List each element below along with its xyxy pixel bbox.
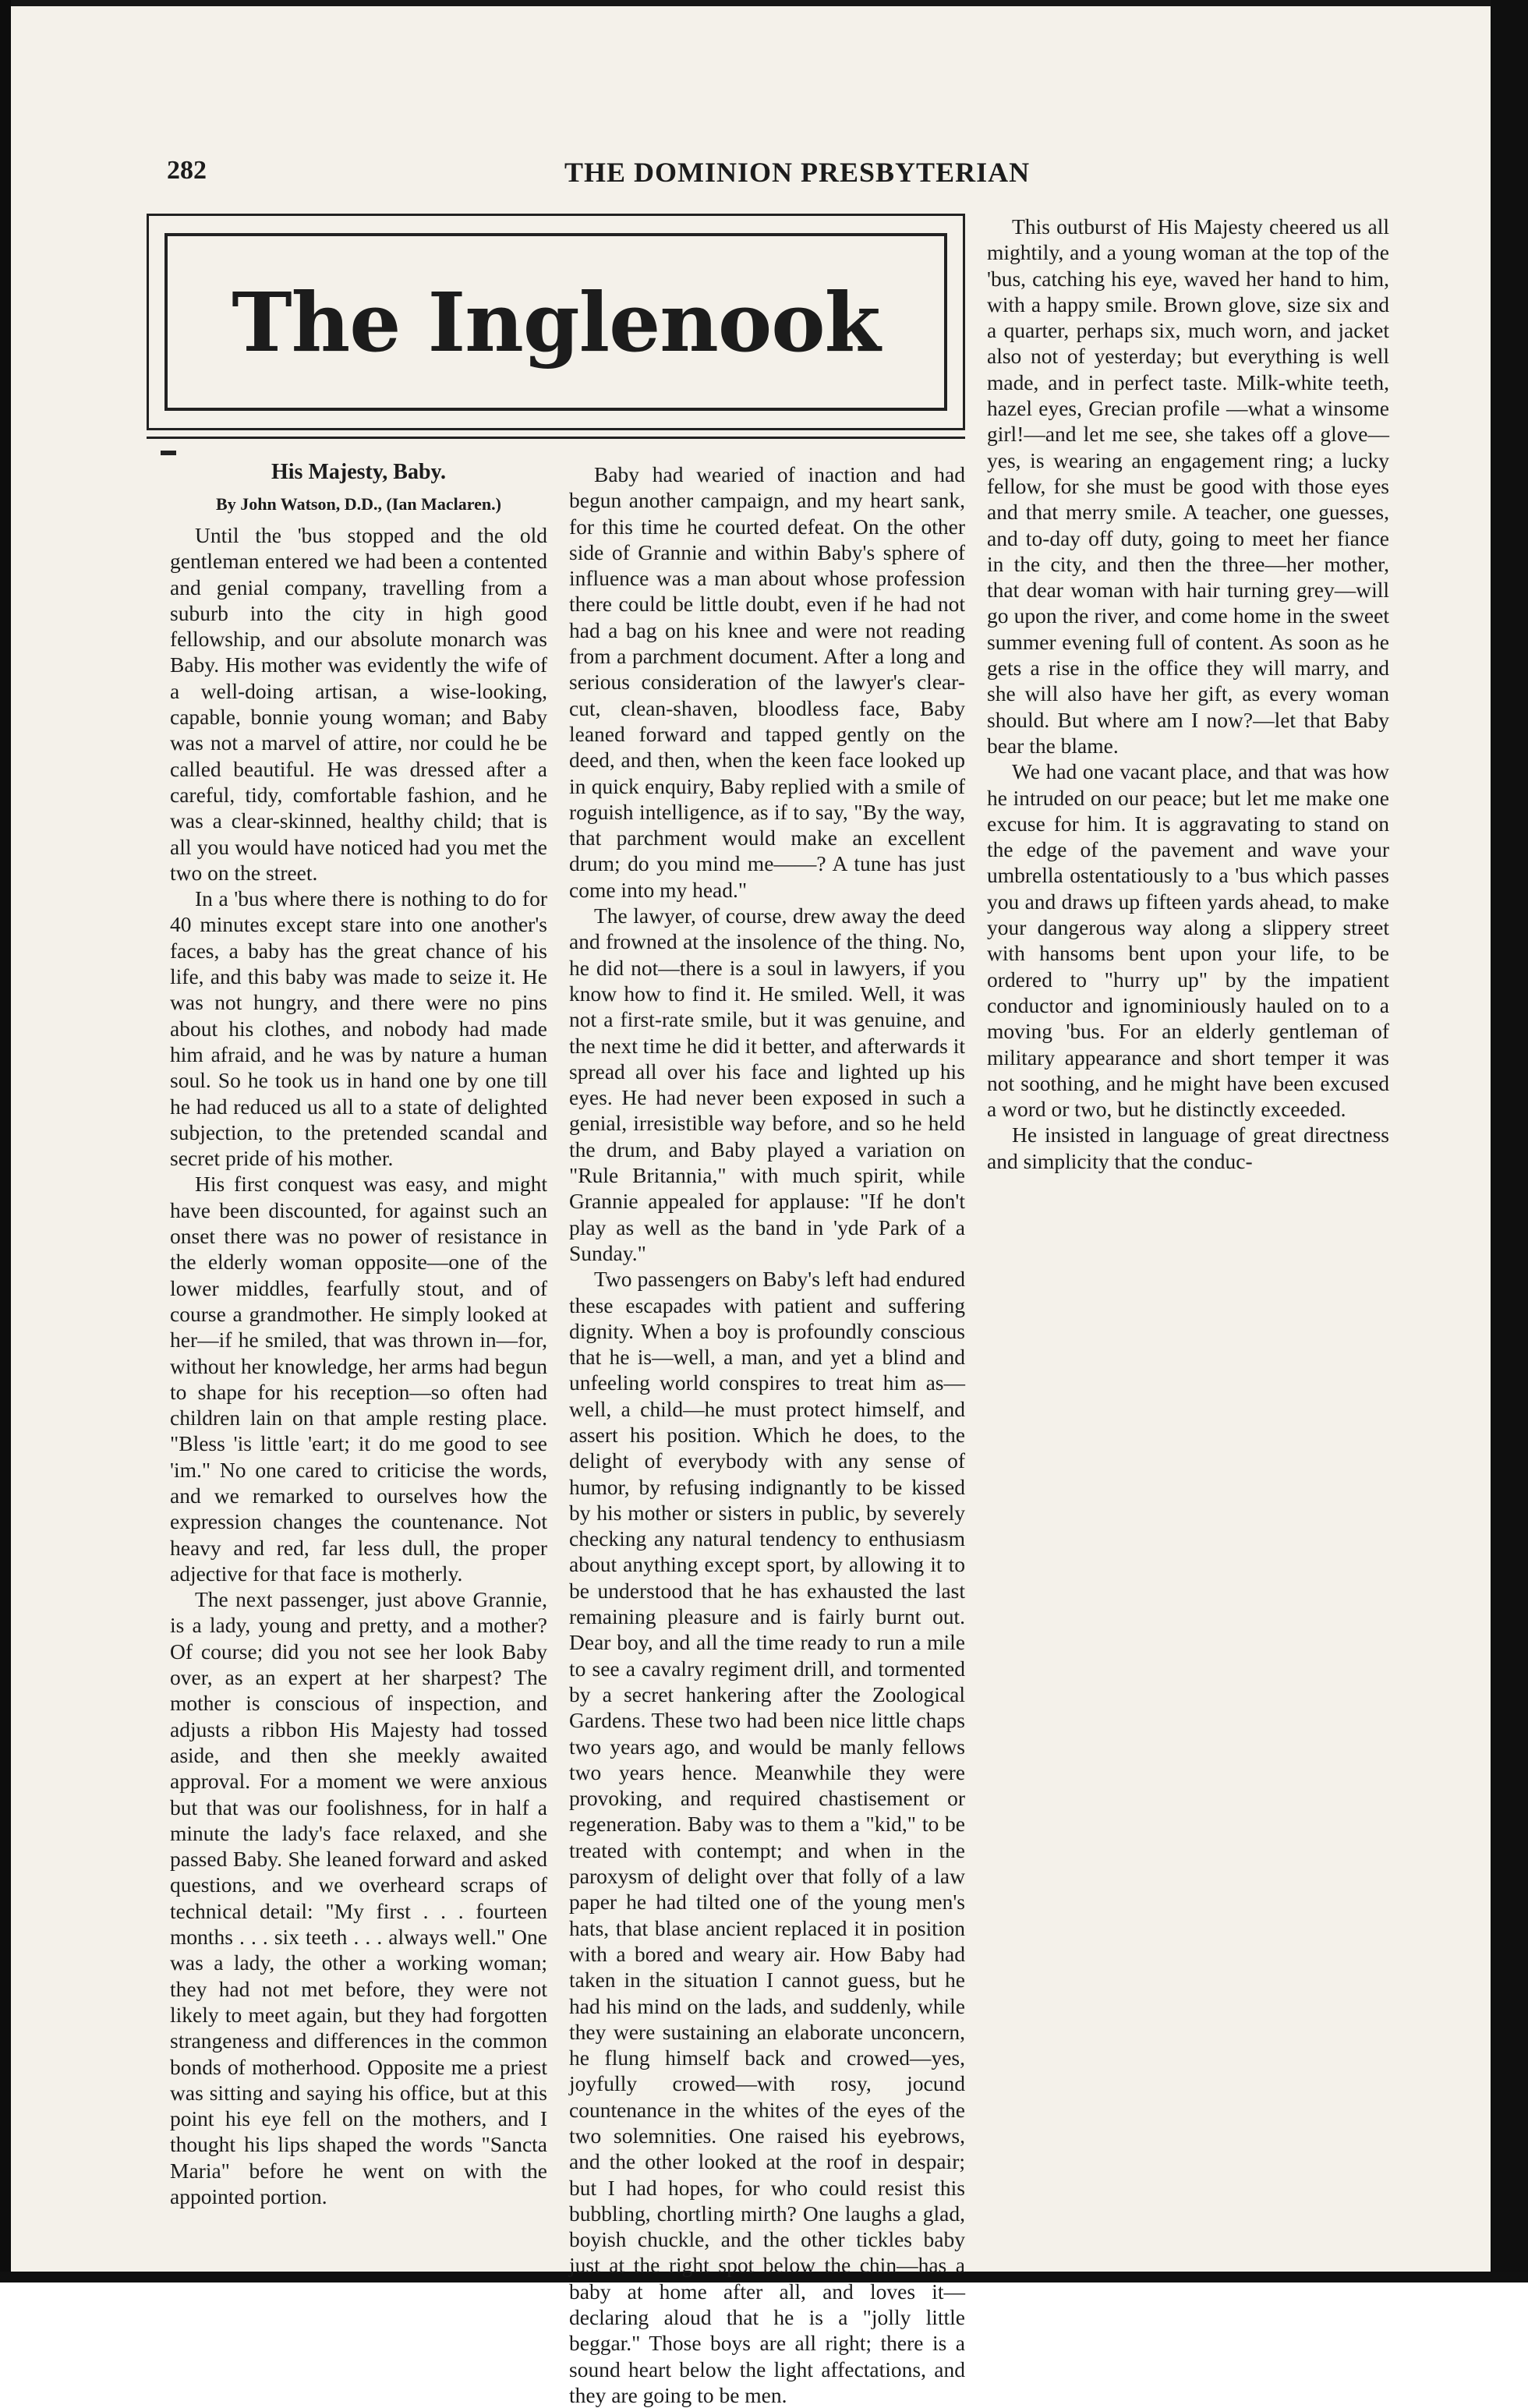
scan-border-right xyxy=(1491,0,1528,2282)
paragraph: This outburst of His Majesty cheered us all mightily, and a young woman at the top of the 'bus, catching his eye, waved her hand to him, with a happy smile. Brown glove, size six and a quarter, perhaps six, much worn, and jacket also not of yesterday; but everything is well made, and in perfect taste. Milk-white teeth, hazel eyes, Grecian profile —what a winsome girl!—and let me see, she takes off a glove—yes, is wearing an engagement ring; a lucky fellow, for she must be good with those eyes and that merry smile. A teacher, one guesses, and to-day off duty, going to meet her fiance in the city, and then the three—her mother, that dear woman with hair turning grey—will go upon the river, and come home in the sweet summer evening full of content. As soon as he gets a rise in the office they will marry, and she will also have her gift, as every woman should. But where am I now?—let that Baby bear the blame. xyxy=(987,214,1389,758)
paragraph: The lawyer, of course, drew away the deed and frowned at the insolence of the thing. No, he did not—there is a soul in lawyers, if you know how to find it. He smiled. Well, it was not a first-rate smile, but it was genuine, and the next time he did it better, and afterwards it spread all over his face and lighted up his eyes. He had never been exposed in such a genial, irresistible way before, and so he held the drum, and Baby played a variation on "Rule Britannia," with much spirit, while Grannie appealed for applause: "If he don't play as well as the band in 'yde Park of a Sunday." xyxy=(569,903,965,1265)
paragraph: He insisted in language of great directness and simplicity that the conduc- xyxy=(987,1123,1389,1173)
section-title-box xyxy=(147,214,965,430)
paragraph: The next passenger, just above Grannie, is a lady, young and pretty, and a mother? Of course; did you not see her look Baby over, as an expert at her sharpest? The mother is conscious of inspection, and adjusts a ribbon His Majesty had tossed aside, and then she meekly awaited approval. For a moment we were anxious but that was our foolishness, for in half a minute the lady's face relaxed, and she passed Baby. She leaned forward and asked questions, and we overheard scraps of technical detail: "My first . . . fourteen months . . . six teeth . . . always well." One was a lady, the other a working woman; they had not met before, they were not likely to meet again, but they had forgotten strangeness and differences in the common bonds of motherhood. Opposite me a priest was sitting and saying his office, but at this point his eye fell on the mothers, and I thought his lips shaped the words "Sancta Maria" before he went on with the appointed portion. xyxy=(170,1587,547,2208)
paragraph: We had one vacant place, and that was how he intruded on our peace; but let me make one excuse for him. It is aggravating to stand on the edge of the pavement and wave your umbrella ostentatiously to a 'bus which passes you and draws up fifteen yards ahead, to make your dangerous way along a slippery street with hansoms bent upon your life, to be ordered to "hurry up" by the impatient conductor and ignominiously hauled on to a moving 'bus. For an elderly gentleman of military appearance and short temper it was not soothing, and he might have been excused a word or two, but he distinctly exceeded. xyxy=(987,759,1389,1122)
scan-border-left xyxy=(0,0,11,2282)
paragraph: Baby had wearied of inaction and had begun another campaign, and my heart sank, for this time he courted defeat. On the other side of Grannie and within Baby's sphere of influence was a man about whose profession there could be little doubt, even if he had not had a bag on his knee and were not reading from a parchment document. After a long and serious consideration of the lawyer's clear-cut, clean-shaven, bloodless face, Baby leaned forward and tapped gently on the deed, and then, when the keen face looked up in quick enquiry, Baby replied with a smile of roguish intelligence, as if to say, "By the way, that parchment would make an excellent drum; do you mind me——? A tune has just come into my head." xyxy=(569,462,965,902)
paragraph: Until the 'bus stopped and the old gentleman entered we had been a contented and genial company, travelling from a suburb into the city in high good fellowship, and our absolute monarch was Baby. His mother was evidently the wife of a well-doing artisan, a wise-looking, capable, bonnie young woman; and Baby was not a marvel of attire, nor could he be called beautiful. He was dressed after a careful, tidy, comfortable fashion, and he was a clear-skinned, healthy child; that is all you would have noticed had you met the two on the street. xyxy=(170,523,547,885)
paragraph: In a 'bus where there is nothing to do for 40 minutes except stare into one another's faces, a baby has the great chance of his life, and this baby was made to seize it. He was not hungry, and there were no pins about his clothes, and nobody had made him afraid, and he was by nature a human soul. So he took us in hand one by one till he had reduced us all to a state of delighted subjection, to the pretended scandal and secret pride of his mother. xyxy=(170,886,547,1171)
running-header xyxy=(167,156,1031,195)
column-1 xyxy=(170,451,547,2209)
article-byline: By John Watson, D.D., (Ian Maclaren.) xyxy=(216,494,501,514)
paragraph: Two passengers on Baby's left had endured these escapades with patient and suffering dignity. When a boy is profoundly conscious that he is—well, a man, and yet a blind and unfeeling world conspires to treat him as—well, a child—he must protect himself, and assert his position. Which he does, to the delight of everybody with any sense of humor, by refusing indignantly to be kissed by his mother or sisters in public, by severely checking any natural tendency to enthusiasm about anything except sport, by allowing it to be understood that he has exhausted the last remaining pleasure and is fairly burnt out. Dear boy, and all the time ready to run a mile to see a cavalry regiment drill, and tormented by a secret hankering after the Zoological Gardens. These two had been nice little chaps two years ago, and would be manly fellows two years hence. Meanwhile they were provoking, and required chastisement or regeneration. Baby was to them a "kid," to be treated with contempt; and when in the paroxysm of delight over that folly of a law paper he had tilted one of the young men's hats, that blase ancient replaced it in position with a bored and weary air. How Baby had taken in the situation I cannot guess, but he had his mind on the lads, and suddenly, while they were sustaining an elaborate unconcern, he flung himself back and crowed—yes, joyfully crowed—with rosy, jocund countenance in the whites of the eyes of the two solemnities. One raised his eyebrows, and the other looked at the roof in despair; but I had hopes, for who could resist this bubbling, chortling mirth? One laughs a glad, boyish chuckle, and the other tickles baby just at the right spot below the chin—has a baby at home after all, and loves it—declaring aloud that he is a "jolly little beggar." Those boys are all right; there is a sound heart below the light affectations, and they are going to be men. xyxy=(569,1267,965,2407)
paragraph: His first conquest was easy, and might have been discounted, for against such an onset there was no power of resistance in the elderly woman opposite—one of the lower middles, fearfully stout, and of course a grandmother. He simply looked at her—if he smiled, that was thrown in—for, without her knowledge, her arms had begun to shape for his reception—so often had children lain on that ample resting place. "Bless 'is little 'eart; it do me good to see 'im." No one cared to criticise the words, and we remarked to ourselves how the expression changes the countenance. Not heavy and red, far less dull, the proper adjective for that face is motherly. xyxy=(170,1172,547,1586)
article-title: His Majesty, Baby. xyxy=(271,460,446,484)
column-3 xyxy=(987,214,1389,1174)
journal-title: THE DOMINION PRESBYTERIAN xyxy=(564,157,1031,188)
scan-border-top xyxy=(0,0,1528,6)
page-number: 282 xyxy=(167,156,207,185)
column-2 xyxy=(569,461,965,2408)
section-title-frame xyxy=(164,233,947,411)
section-title: The Inglenook xyxy=(232,274,880,370)
title-rule xyxy=(147,437,965,439)
